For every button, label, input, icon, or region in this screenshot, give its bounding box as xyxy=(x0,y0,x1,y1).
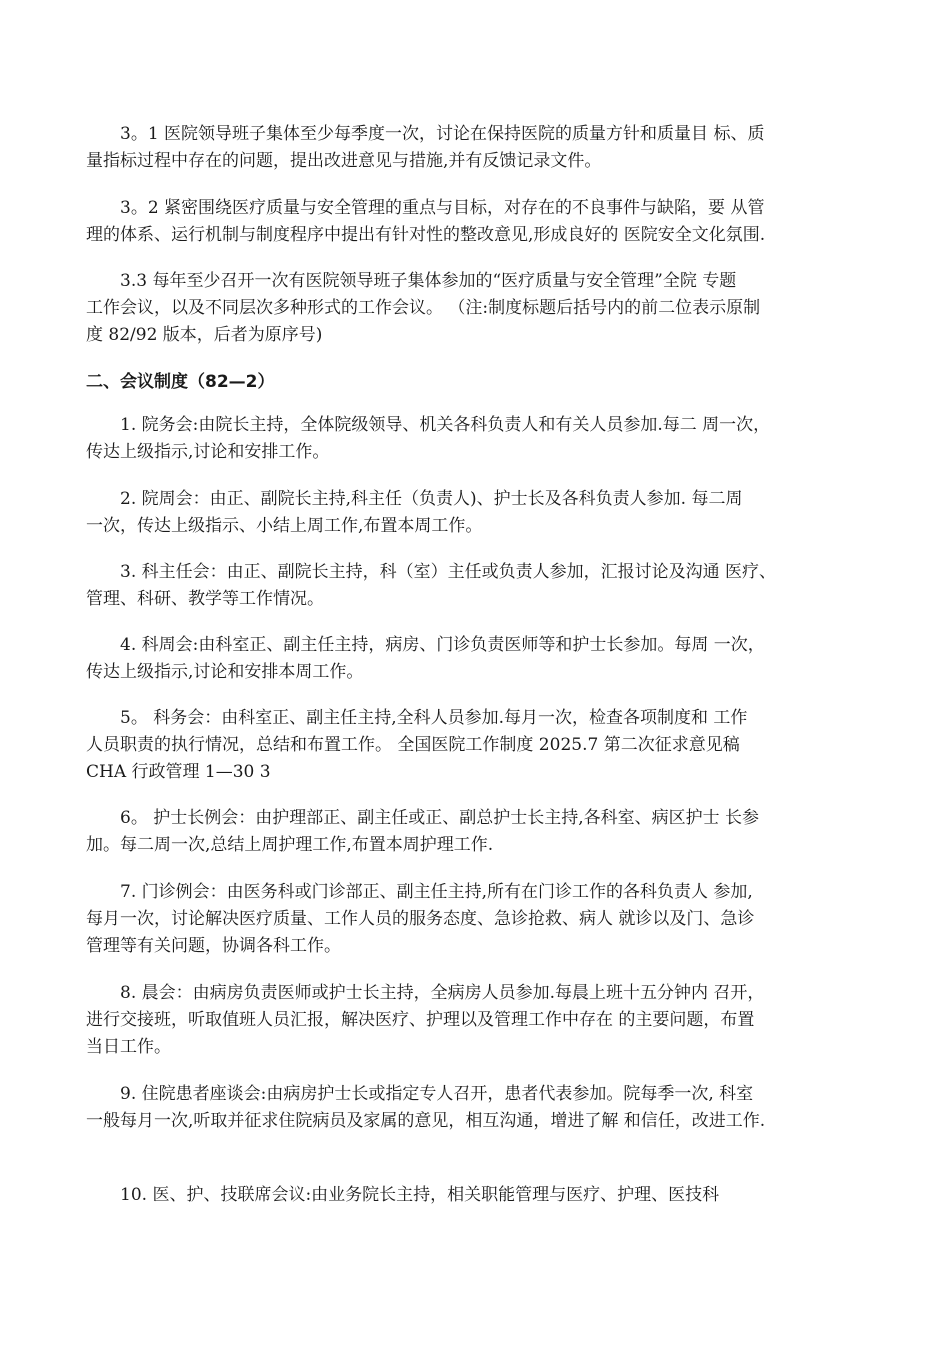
text-line: 1. 院务会:由院长主持，全体院级领导、机关各科负责人和有关人员参加.每二 周一次， xyxy=(120,415,771,435)
text-line: 加。每二周一次,总结上周护理工作,布置本周护理工作. xyxy=(86,835,494,855)
list-item-3 xyxy=(86,559,866,613)
list-item-1 xyxy=(86,412,866,466)
text-line: 工作会议，以及不同层次多种形式的工作会议。 （注:制度标题后括号内的前二位表示原制 xyxy=(86,298,761,318)
list-item-5 xyxy=(86,705,866,786)
text-line: 理的体系、运行机制与制度程序中提出有针对性的整改意见,形成良好的 医院安全文化氛围. xyxy=(86,225,766,245)
text-line: 进行交接班，听取值班人员汇报，解决医疗、护理以及管理工作中存在 的主要问题，布置 xyxy=(86,1010,755,1030)
text-line: CHA 行政管理 1—30 3 xyxy=(86,762,271,782)
text-line: 7. 门诊例会：由医务科或门诊部正、副主任主持,所有在门诊工作的各科负责人 参加, xyxy=(120,882,753,902)
text-line: 9. 住院患者座谈会:由病房护士长或指定专人召开，患者代表参加。院每季一次, 科室 xyxy=(120,1084,754,1104)
text-line: 度 82/92 版本，后者为原序号) xyxy=(86,325,323,345)
text-line: 8. 晨会：由病房负责医师或护士长主持，全病房人员参加.每晨上班十五分钟内 召开， xyxy=(120,983,765,1003)
list-item-10 xyxy=(86,1182,866,1209)
text-line: 10. 医、护、技联席会议:由业务院长主持，相关职能管理与医疗、护理、医技科 xyxy=(120,1185,720,1205)
text-line: 管理等有关问题，协调各科工作。 xyxy=(86,936,341,956)
paragraph-3-3 xyxy=(86,268,866,349)
text-line: 4. 科周会:由科室正、副主任主持，病房、门诊负责医师等和护士长参加。每周 一次， xyxy=(120,635,765,655)
text-line: 6。 护士长例会：由护理部正、副主任或正、副总护士长主持,各科室、病区护士 长参 xyxy=(120,808,760,828)
paragraph-3-2 xyxy=(86,195,866,249)
text-line: 当日工作。 xyxy=(86,1037,171,1057)
text-line: 传达上级指示,讨论和安排工作。 xyxy=(86,442,330,462)
text-line: 2. 院周会：由正、副院长主持,科主任（负责人)、护士长及各科负责人参加. 每二周 xyxy=(120,489,743,509)
text-line: 管理、科研、教学等工作情况。 xyxy=(86,589,324,609)
section-heading: 二、会议制度（82—2） xyxy=(86,372,275,392)
text-line: 一般每月一次,听取并征求住院病员及家属的意见，相互沟通，增进了解 和信任，改进工作. xyxy=(86,1111,766,1131)
text-line: 量指标过程中存在的问题，提出改进意见与措施,并有反馈记录文件。 xyxy=(86,151,602,171)
list-item-6 xyxy=(86,805,866,859)
text-line: 人员职责的执行情况，总结和布置工作。 全国医院工作制度 2025.7 第二次征求意见稿 xyxy=(86,735,740,755)
list-item-2 xyxy=(86,486,866,540)
list-item-4 xyxy=(86,632,866,686)
text-line: 3.3 每年至少召开一次有医院领导班子集体参加的“医疗质量与安全管理”全院 专题 xyxy=(120,271,737,291)
list-item-8 xyxy=(86,980,866,1061)
text-line: 一次，传达上级指示、小结上周工作,布置本周工作。 xyxy=(86,516,483,536)
text-line: 3. 科主任会：由正、副院长主持，科（室）主任或负责人参加，汇报讨论及沟通 医疗、 xyxy=(120,562,777,582)
text-line: 3。1 医院领导班子集体至少每季度一次，讨论在保持医院的质量方针和质量目 标、质 xyxy=(120,124,765,144)
list-item-7 xyxy=(86,879,866,960)
text-line: 传达上级指示,讨论和安排本周工作。 xyxy=(86,662,364,682)
text-line: 每月一次，讨论解决医疗质量、工作人员的服务态度、急诊抢救、病人 就诊以及门、急诊 xyxy=(86,909,755,929)
text-line: 5。 科务会：由科室正、副主任主持,全科人员参加.每月一次，检查各项制度和 工作 xyxy=(120,708,748,728)
paragraph-3-1 xyxy=(86,121,866,175)
text-line: 3。2 紧密围绕医疗质量与安全管理的重点与目标，对存在的不良事件与缺陷，要 从管 xyxy=(120,198,765,218)
list-item-9 xyxy=(86,1081,866,1135)
